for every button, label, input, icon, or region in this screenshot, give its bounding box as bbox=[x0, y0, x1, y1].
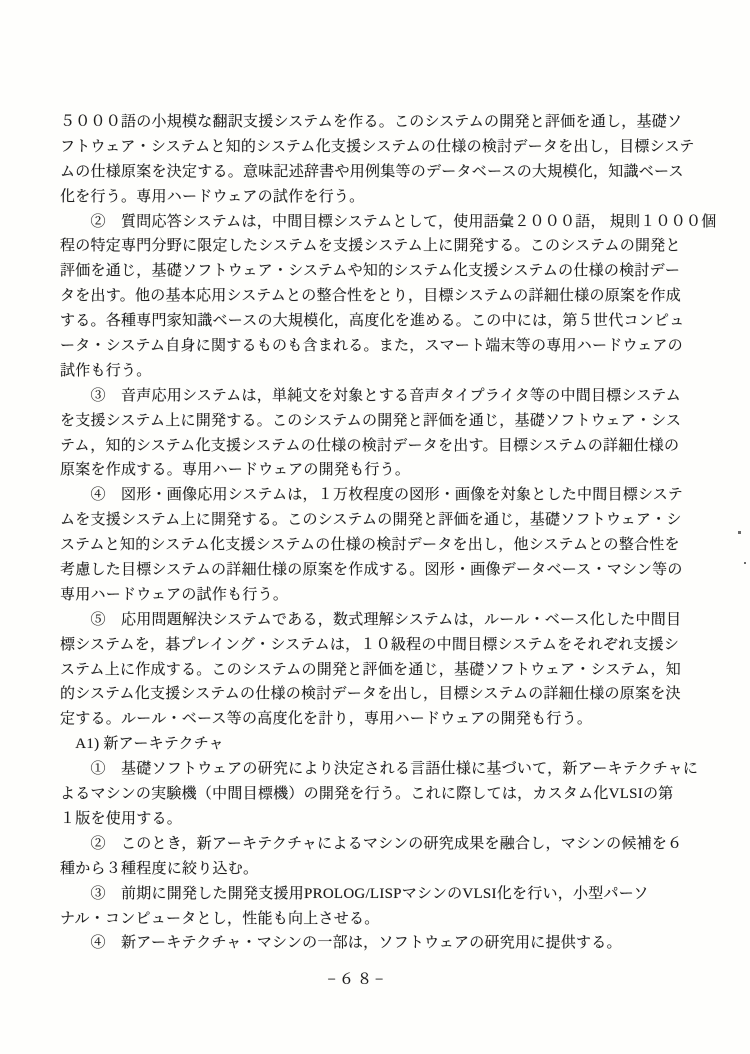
text-line: ムの仕様原案を決定する。意味記述辞書や用例集等のデータベースの大規模化，知識ベース bbox=[60, 163, 684, 180]
text-line: 専用ハードウェアの試作も行う。 bbox=[60, 586, 289, 603]
text-line: タを出す。他の基本応用システムとの整合性をとり，目標システムの詳細仕様の原案を作成 bbox=[60, 288, 682, 305]
text-line: ③ 前期に開発した開発支援用PROLOG/LISPマシンのVLSI化を行い，小型パーソ bbox=[60, 885, 649, 902]
text-line: ータ・システム自身に関するものも含まれる。また，スマート端末等の専用ハードウェアの bbox=[60, 338, 683, 355]
text-line: ムを支援システム上に開発する。このシステムの開発と評価を通じ，基礎ソフトウェア・シ bbox=[60, 512, 682, 529]
text-line: 化を行う。専用ハードウェアの試作を行う。 bbox=[60, 188, 365, 205]
text-line: ⑤ 応用問題解決システムである，数式理解システムは，ルール・ベース化した中間目 bbox=[60, 611, 682, 628]
text-line: 評価を通じ，基礎ソフトウェア・システムや知的システム化支援システムの仕様の検討デー bbox=[60, 263, 681, 280]
text-line: 標システムを，碁プレイング・システムは，１０級程の中間目標システムをそれぞれ支援シ bbox=[60, 636, 680, 653]
text-line: ステムと知的システム化支援システムの仕様の検討データを出し，他システムとの整合性を bbox=[60, 537, 680, 554]
page-number: −６８− bbox=[327, 972, 387, 988]
text-line: ５０００語の小規模な翻訳支援システムを作る。このシステムの開発と評価を通し，基礎ソ bbox=[60, 114, 683, 130]
text-line: よるマシンの実験機（中間目標機）の開発を行う。これに際しては，カスタム化VLSIの第 bbox=[60, 786, 674, 803]
body-text bbox=[60, 110, 717, 956]
scan-speck bbox=[738, 531, 741, 534]
scan-speck bbox=[744, 562, 746, 564]
text-line: A1) 新アーキテクチャ bbox=[60, 736, 224, 753]
text-line: 種から３種程度に絞り込む。 bbox=[60, 860, 259, 877]
text-line: ④ 図形・画像応用システムは，１万枚程度の図形・画像を対象とした中間目標システ bbox=[60, 487, 684, 504]
text-line: 程の特定専門分野に限定したシステムを支援システム上に開発する。このシステムの開発と bbox=[60, 238, 681, 255]
text-line: ② 質問応答システムは，中間目標システムとして，使用語彙２０００語， 規則１０００個 bbox=[60, 213, 717, 230]
text-line: する。各種専門家知識ベースの大規模化，高度化を進める。この中には，第５世代コンピュ bbox=[60, 313, 685, 330]
text-line: 試作も行う。 bbox=[60, 362, 152, 379]
text-line: ステム上に作成する。このシステムの開発と評価を通じ，基礎ソフトウェア・システム，知 bbox=[60, 661, 682, 678]
text-line: 原案を作成する。専用ハードウェアの開発も行う。 bbox=[60, 462, 411, 479]
text-line: ② このとき，新アーキテクチャによるマシンの研究成果を融合し，マシンの候補を６ bbox=[60, 835, 683, 852]
text-line: 考慮した目標システムの詳細仕様の原案を作成する。図形・画像データベース・マシン等の bbox=[60, 562, 683, 579]
text-line: 的システム化支援システムの仕様の検討データを出し，目標システムの詳細仕様の原案を決 bbox=[60, 686, 681, 703]
text-line: を支援システム上に開発する。このシステムの開発と評価を通じ，基礎ソフトウェア・シス bbox=[60, 412, 682, 429]
text-line: フトウェア・システムと知的システム化支援システムの仕様の検討データを出し，目標システ bbox=[60, 138, 695, 155]
text-line: ナル・コンピュータとし，性能も向上させる。 bbox=[60, 910, 380, 927]
text-line: テム，知的システム化支援システムの仕様の検討データを出す。目標システムの詳細仕様の bbox=[60, 437, 680, 454]
text-line: 定する。ルール・ベース等の高度化を計り，専用ハードウェアの開発も行う。 bbox=[60, 711, 593, 728]
text-line: ③ 音声応用システムは，単純文を対象とする音声タイプライタ等の中間目標システム bbox=[60, 387, 682, 404]
text-line: ① 基礎ソフトウェアの研究により決定される言語仕様に基づいて，新アーキテクチャに bbox=[60, 761, 699, 778]
text-line: ④ 新アーキテクチャ・マシンの一部は，ソフトウェアの研究用に提供する。 bbox=[60, 935, 622, 952]
text-line: １版を使用する。 bbox=[60, 810, 183, 827]
